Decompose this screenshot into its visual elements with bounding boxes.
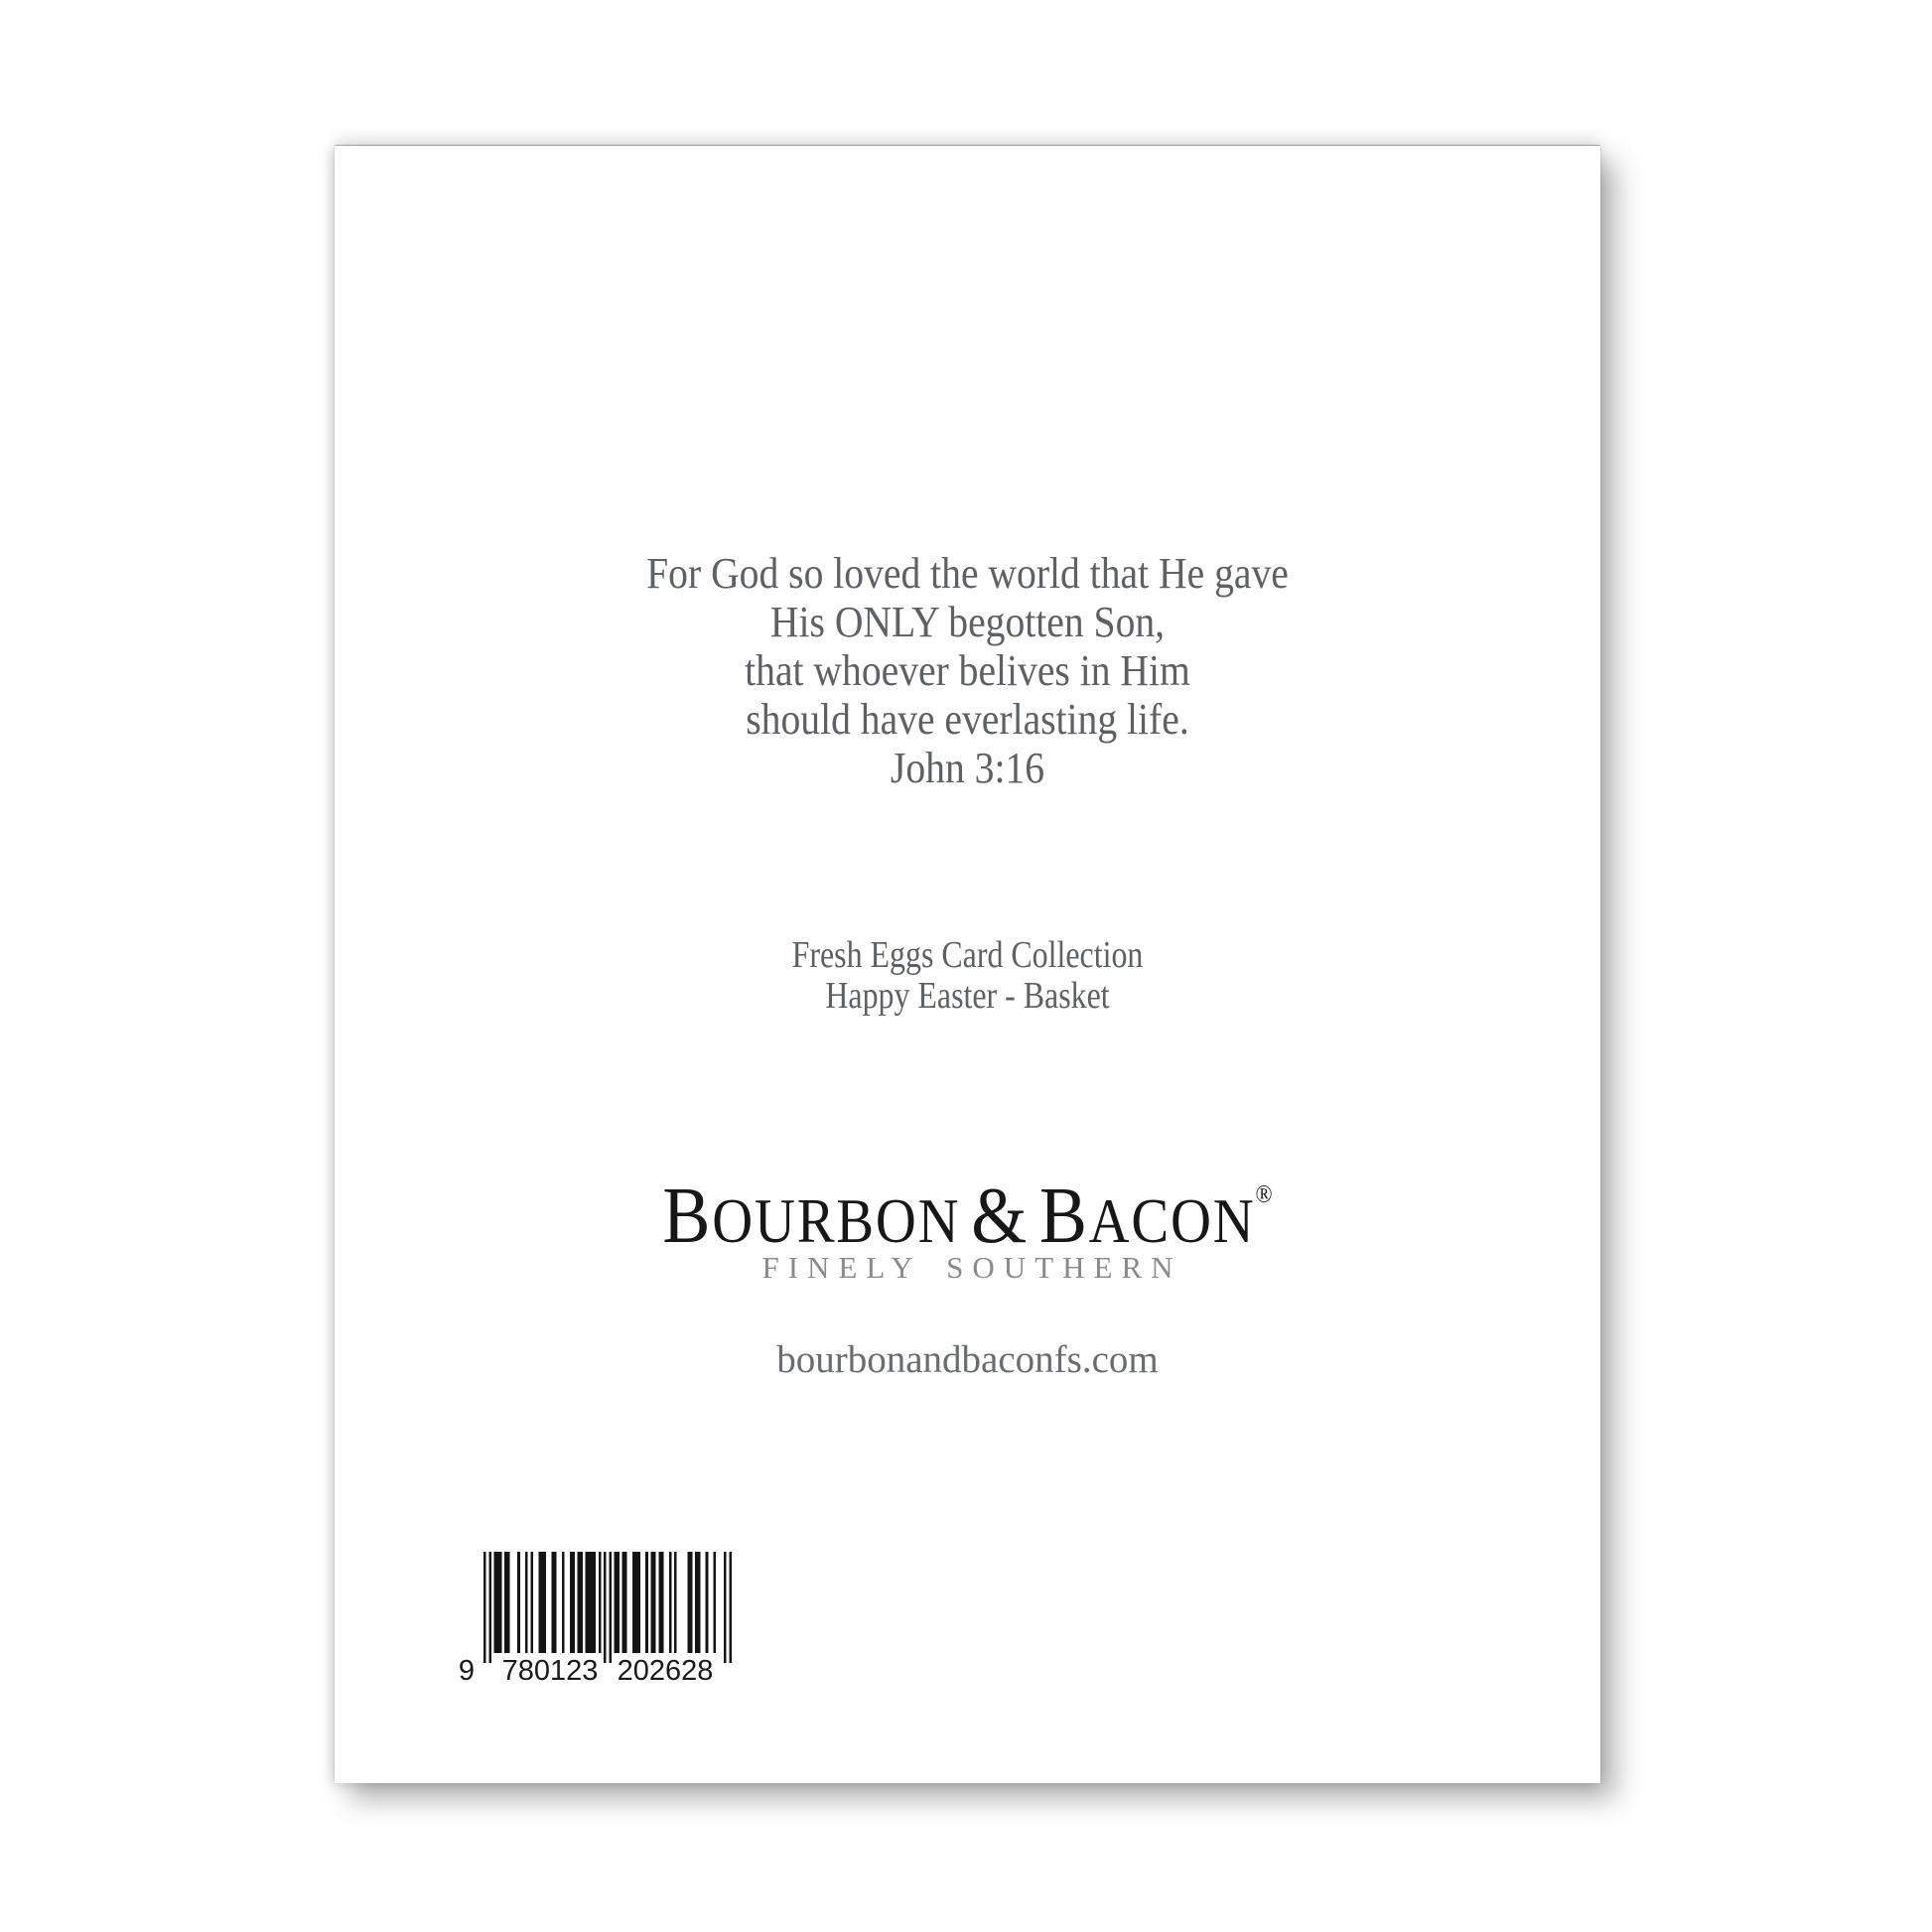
verse-line: that whoever belives in Him — [745, 646, 1190, 695]
barcode-digit-group1: 780123 — [501, 1655, 599, 1687]
brand-tagline: FINELY SOUTHERN — [761, 1250, 1182, 1285]
registered-trademark-icon: ® — [1255, 1181, 1273, 1208]
card-back — [335, 146, 1600, 1783]
verse-reference: John 3:16 — [890, 744, 1045, 792]
card-title: Happy Easter - Basket — [825, 975, 1110, 1017]
collection-name: Fresh Eggs Card Collection — [791, 934, 1144, 976]
barcode — [447, 1552, 745, 1711]
barcode-digit-left: 9 — [458, 1655, 476, 1687]
logo-letter: B — [662, 1173, 713, 1260]
logo-word: ACON — [1088, 1186, 1256, 1256]
collection-info — [436, 935, 1499, 1017]
logo-word: OURBON — [712, 1186, 961, 1256]
verse-line: For God so loved the world that He gave — [646, 549, 1289, 598]
website-url: bourbonandbaconfs.com — [776, 1338, 1159, 1381]
bible-verse — [398, 549, 1538, 792]
barcode-bars — [483, 1552, 732, 1663]
logo-letter: B — [1038, 1173, 1089, 1260]
barcode-digit-group2: 202628 — [617, 1655, 714, 1687]
verse-line: His ONLY begotten Son, — [769, 598, 1166, 646]
ampersand: & — [971, 1173, 1030, 1260]
verse-line: should have everlasting life. — [746, 695, 1189, 744]
